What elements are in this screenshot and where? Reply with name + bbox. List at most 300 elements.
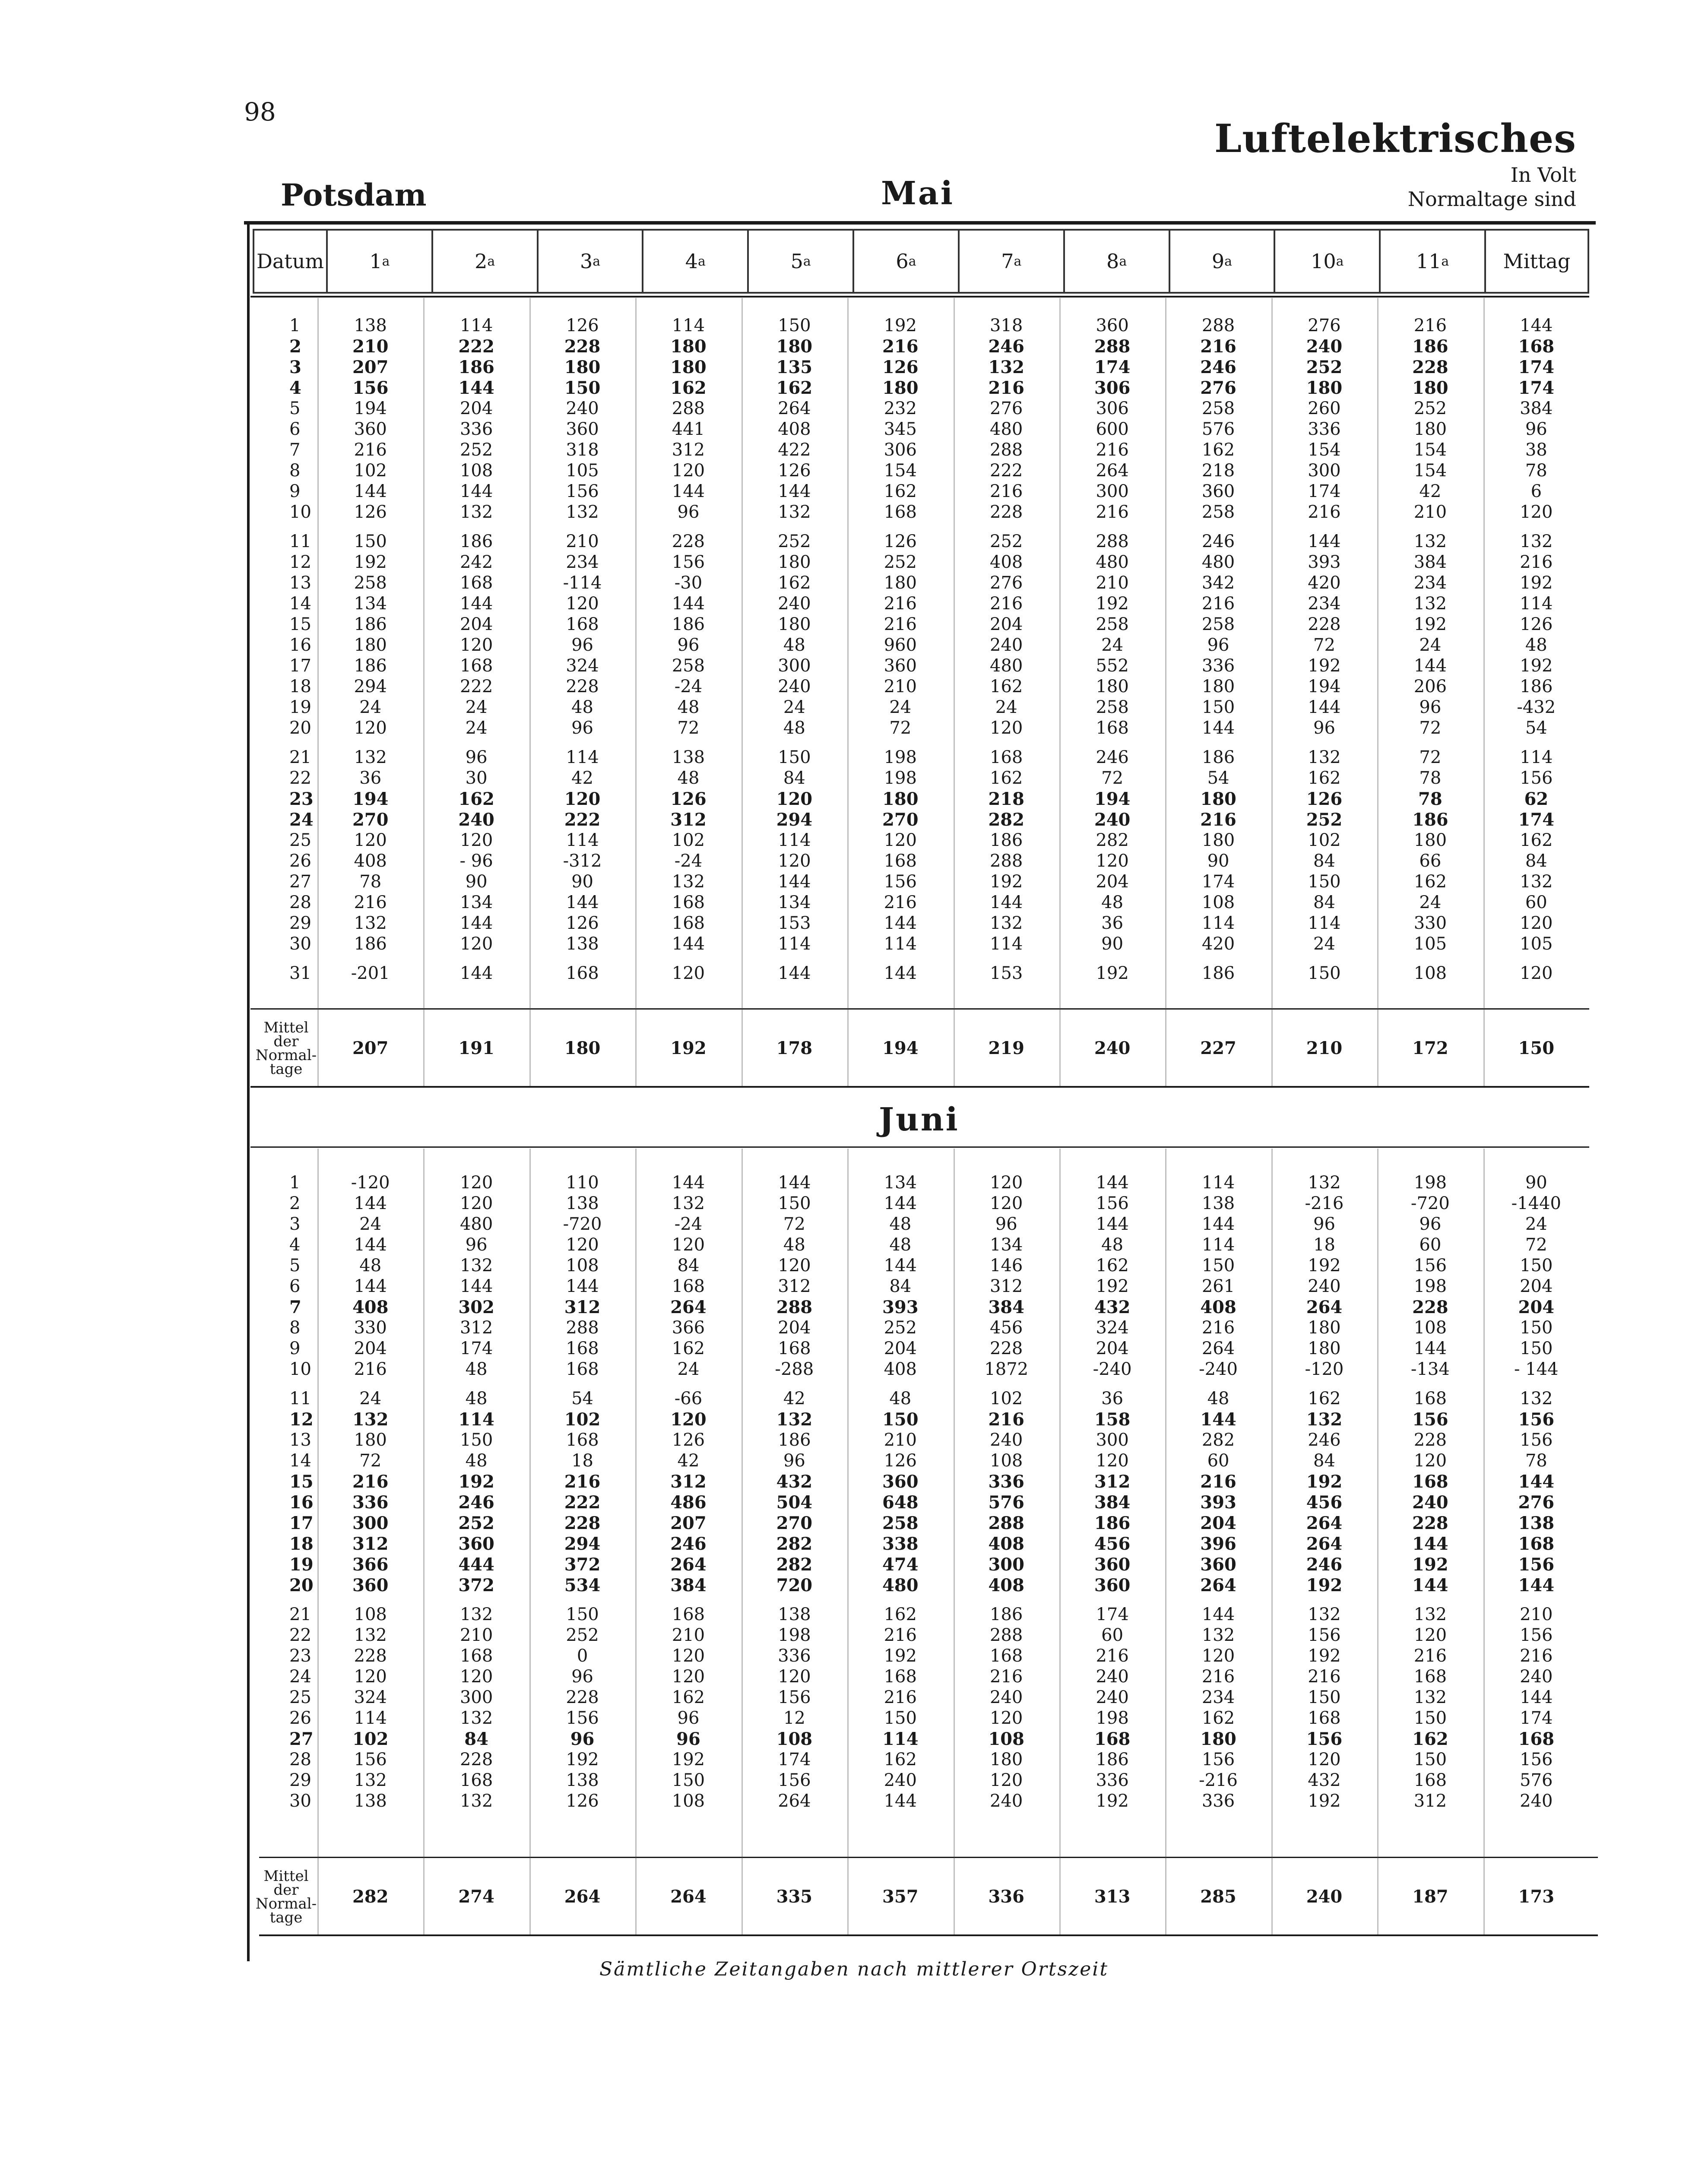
day-number: 7 (289, 440, 301, 460)
value-cell: 180 (884, 573, 917, 593)
value-cell: 282 (1096, 830, 1129, 850)
value-cell: 480 (1096, 552, 1129, 572)
value-cell: 192 (1096, 594, 1129, 614)
value-cell: 192 (1308, 1256, 1341, 1276)
value-cell: 300 (1308, 461, 1341, 481)
value-cell: 144 (354, 1193, 387, 1213)
day-number: 24 (289, 1667, 311, 1687)
value-cell: -120 (351, 1173, 390, 1193)
table-row (255, 419, 1589, 440)
value-cell: 24 (995, 697, 1017, 717)
value-cell: 288 (1201, 316, 1235, 336)
table-row (255, 614, 1589, 635)
value-cell: 216 (1520, 552, 1553, 572)
value-cell: 312 (564, 1297, 601, 1317)
value-cell: 162 (990, 677, 1023, 696)
value-cell: 252 (778, 532, 811, 551)
value-cell: 258 (672, 656, 705, 676)
mean-value: 210 (1306, 1038, 1343, 1058)
table-row (255, 377, 1589, 398)
value-cell: 150 (354, 532, 387, 551)
value-cell: 186 (1201, 747, 1235, 767)
value-cell: 312 (778, 1276, 811, 1296)
value-cell: 84 (1525, 851, 1547, 871)
value-cell: 120 (459, 1173, 493, 1193)
value-cell: 162 (990, 768, 1023, 788)
value-cell: 114 (778, 934, 811, 954)
value-cell: 126 (882, 357, 919, 377)
value-cell: 120 (459, 1667, 493, 1687)
header-hour-2 (433, 231, 539, 292)
table-row (255, 1770, 1589, 1791)
value-cell: -240 (1093, 1359, 1132, 1379)
value-cell: 114 (990, 934, 1023, 954)
value-cell: 114 (354, 1708, 387, 1728)
month-title-mai: Mai (881, 175, 954, 212)
value-cell: 162 (1201, 1708, 1235, 1728)
value-cell: -288 (775, 1359, 814, 1379)
value-cell: 114 (1520, 747, 1553, 767)
value-cell: 78 (1525, 1451, 1547, 1471)
value-cell: 90 (1207, 851, 1230, 871)
day-number: 10 (289, 502, 311, 522)
value-cell: 120 (1520, 913, 1553, 933)
value-cell: 168 (1518, 1728, 1555, 1749)
mean-value: 357 (882, 1887, 919, 1907)
value-cell: 288 (990, 851, 1023, 871)
day-number: 14 (289, 1451, 311, 1471)
value-cell: 264 (670, 1554, 707, 1575)
value-cell: 222 (564, 809, 601, 830)
day-number: 11 (289, 532, 311, 551)
table-row (255, 440, 1589, 460)
value-cell: 150 (564, 377, 601, 398)
value-cell: 180 (564, 357, 601, 377)
value-cell: 360 (1201, 481, 1235, 501)
value-cell: 72 (1419, 718, 1442, 738)
value-cell: 126 (778, 461, 811, 481)
value-cell: 120 (672, 1235, 705, 1255)
value-cell: 228 (564, 1513, 601, 1533)
value-cell: 180 (778, 552, 811, 572)
value-cell: 336 (988, 1471, 1024, 1492)
day-number: 14 (289, 594, 311, 614)
value-cell: 312 (670, 1471, 707, 1492)
decade-gap (255, 1380, 1589, 1388)
value-cell: 126 (884, 1451, 917, 1471)
value-cell: 216 (354, 1359, 387, 1379)
table-row (255, 1666, 1589, 1687)
value-cell: 408 (988, 1575, 1024, 1596)
value-cell: 180 (882, 788, 919, 809)
value-cell: 174 (1308, 481, 1341, 501)
value-cell: -720 (563, 1214, 602, 1234)
value-cell: 96 (1313, 718, 1335, 738)
mai-data-block (255, 315, 1589, 984)
column-rule (317, 298, 319, 1086)
value-cell: 216 (1201, 594, 1235, 614)
value-cell: 120 (990, 1708, 1023, 1728)
value-cell: 198 (884, 747, 917, 767)
hour-label: 8 (1106, 250, 1119, 273)
value-cell: 150 (1308, 1687, 1341, 1707)
value-cell: 264 (1306, 1297, 1343, 1317)
value-cell: 120 (672, 461, 705, 481)
value-cell: 336 (1096, 1770, 1129, 1790)
value-cell: 246 (670, 1533, 707, 1554)
value-cell: 108 (776, 1728, 813, 1749)
value-cell: 144 (1308, 532, 1341, 551)
value-cell: 204 (354, 1339, 387, 1358)
value-cell: 108 (1201, 893, 1235, 912)
station-name: Potsdam (281, 177, 427, 213)
value-cell: 150 (1201, 1256, 1235, 1276)
hour-suffix: a (1119, 253, 1127, 269)
value-cell: 114 (884, 934, 917, 954)
column-rule (1377, 298, 1378, 1086)
value-cell: 12 (783, 1708, 805, 1728)
value-cell: 126 (884, 532, 917, 551)
day-number: 7 (289, 1297, 301, 1317)
hour-label: 10 (1311, 250, 1336, 273)
value-cell: 180 (990, 1750, 1023, 1770)
value-cell: 168 (1413, 1770, 1447, 1790)
value-cell: 180 (1308, 1318, 1341, 1338)
value-cell: 120 (354, 718, 387, 738)
value-cell: 126 (1520, 614, 1553, 634)
value-cell: 324 (1096, 1318, 1129, 1338)
value-cell: 288 (566, 1318, 599, 1338)
value-cell: 336 (459, 419, 493, 439)
value-cell: 210 (672, 1625, 705, 1645)
value-cell: 120 (566, 1235, 599, 1255)
value-cell: -24 (674, 677, 703, 696)
value-cell: 264 (778, 1791, 811, 1811)
value-cell: 36 (1101, 913, 1124, 933)
value-cell: 384 (1094, 1492, 1131, 1513)
value-cell: 168 (990, 747, 1023, 767)
value-cell: 126 (566, 913, 599, 933)
value-cell: 154 (1413, 461, 1447, 481)
table-row (255, 1235, 1589, 1255)
value-cell: 168 (459, 1770, 493, 1790)
value-cell: 216 (1308, 1667, 1341, 1687)
mean-value: 264 (564, 1887, 601, 1907)
mean-label-line: Normal- (255, 1895, 317, 1912)
value-cell: 360 (352, 1575, 389, 1596)
value-cell: 156 (1308, 1625, 1341, 1645)
day-number: 28 (289, 1750, 311, 1770)
value-cell: 360 (882, 1471, 919, 1492)
value-cell: 48 (783, 718, 805, 738)
value-cell: 150 (1520, 1318, 1553, 1338)
value-cell: 156 (1096, 1193, 1129, 1213)
value-cell: 96 (1419, 697, 1442, 717)
value-cell: 174 (778, 1750, 811, 1770)
value-cell: 216 (1413, 1646, 1447, 1666)
value-cell: 96 (1207, 635, 1230, 655)
value-cell: 168 (1413, 1389, 1447, 1409)
value-cell: 144 (354, 1276, 387, 1296)
table-row (255, 697, 1589, 718)
table-row (255, 1791, 1589, 1811)
value-cell: 84 (1313, 851, 1335, 871)
column-rule (1271, 298, 1273, 1086)
value-cell: 114 (459, 316, 493, 336)
table-row (255, 1450, 1589, 1471)
value-cell: 120 (778, 851, 811, 871)
table-row (255, 1625, 1589, 1646)
table-row (255, 1214, 1589, 1235)
value-cell: 126 (566, 1791, 599, 1811)
table-row (255, 635, 1589, 655)
value-cell: 132 (672, 872, 705, 892)
value-cell: 240 (990, 1430, 1023, 1450)
value-cell: 216 (352, 1471, 389, 1492)
value-cell: 180 (1096, 677, 1129, 696)
value-cell: 90 (465, 872, 488, 892)
header-hour-7 (960, 231, 1065, 292)
value-cell: 336 (1201, 656, 1235, 676)
value-cell: 216 (1096, 440, 1129, 460)
value-cell: 72 (1419, 747, 1442, 767)
table-row (255, 809, 1589, 830)
value-cell: 432 (1308, 1770, 1341, 1790)
value-cell: 144 (1413, 656, 1447, 676)
value-cell: 180 (1201, 830, 1235, 850)
value-cell: 144 (672, 481, 705, 501)
value-cell: 330 (354, 1318, 387, 1338)
value-cell: 180 (1308, 1339, 1341, 1358)
column-rule (1059, 298, 1061, 1086)
juni-mean-row (255, 1861, 1589, 1932)
value-cell: 144 (1412, 1575, 1448, 1596)
value-cell: 144 (884, 1791, 917, 1811)
value-cell: 228 (990, 1339, 1023, 1358)
value-cell: 174 (1518, 809, 1555, 830)
value-cell: 218 (988, 788, 1024, 809)
value-cell: 648 (882, 1492, 919, 1513)
header-hour-8 (1065, 231, 1170, 292)
value-cell: 168 (1096, 718, 1129, 738)
value-cell: 384 (988, 1297, 1024, 1317)
value-cell: 138 (354, 316, 387, 336)
value-cell: 132 (354, 747, 387, 767)
table-row (255, 934, 1589, 954)
value-cell: 132 (1413, 594, 1447, 614)
value-cell: 270 (352, 809, 389, 830)
value-cell: 408 (352, 1297, 389, 1317)
value-cell: -432 (1517, 697, 1556, 717)
value-cell: 168 (1413, 1667, 1447, 1687)
value-cell: 234 (566, 552, 599, 572)
value-cell: 174 (1520, 1708, 1553, 1728)
value-cell: 422 (778, 440, 811, 460)
value-cell: 474 (882, 1554, 919, 1575)
value-cell: 168 (1518, 336, 1555, 357)
value-cell: -201 (351, 963, 390, 983)
day-number: 1 (289, 316, 301, 336)
value-cell: 144 (1520, 1687, 1553, 1707)
value-cell: 300 (1096, 481, 1129, 501)
value-cell: 102 (352, 1728, 389, 1749)
value-cell: 186 (354, 656, 387, 676)
mean-value: 285 (1200, 1887, 1236, 1907)
value-cell: 242 (459, 552, 493, 572)
value-cell: 330 (1413, 913, 1447, 933)
value-cell: 174 (1094, 357, 1131, 377)
value-cell: 192 (1520, 573, 1553, 593)
value-cell: 138 (1518, 1513, 1555, 1533)
table-row (255, 1728, 1589, 1749)
value-cell: 162 (672, 1339, 705, 1358)
value-cell: 186 (354, 614, 387, 634)
value-cell: 168 (1308, 1708, 1341, 1728)
unit-label: In Volt (1510, 163, 1576, 187)
value-cell: 24 (465, 718, 488, 738)
value-cell: 42 (1419, 481, 1442, 501)
value-cell: 252 (884, 552, 917, 572)
value-cell: 24 (1419, 635, 1442, 655)
table-row (255, 573, 1589, 593)
value-cell: 198 (1413, 1276, 1447, 1296)
value-cell: 228 (990, 502, 1023, 522)
value-cell: 246 (1096, 747, 1129, 767)
value-cell: 504 (776, 1492, 813, 1513)
value-cell: 150 (1413, 1750, 1447, 1770)
day-number: 13 (289, 573, 311, 593)
day-number: 19 (289, 697, 311, 717)
value-cell: 102 (354, 461, 387, 481)
table-row (255, 552, 1589, 573)
juni-mean-bottom-rule (259, 1934, 1598, 1936)
table-row (255, 655, 1589, 676)
value-cell: -114 (563, 573, 602, 593)
value-cell: 120 (1520, 502, 1553, 522)
column-rule (1059, 1149, 1061, 1934)
value-cell: 78 (359, 872, 382, 892)
value-cell: 441 (672, 419, 705, 439)
table-left-rule (247, 221, 250, 1961)
value-cell: -216 (1199, 1770, 1238, 1790)
day-number: 18 (289, 1533, 314, 1554)
hour-label: 7 (1001, 250, 1014, 273)
value-cell: 162 (672, 1687, 705, 1707)
value-cell: 120 (566, 594, 599, 614)
day-number: 21 (289, 1605, 311, 1624)
value-cell: 132 (352, 1409, 389, 1430)
value-cell: 48 (1101, 893, 1124, 912)
value-cell: 120 (778, 1256, 811, 1276)
value-cell: 120 (1413, 1451, 1447, 1471)
value-cell: 216 (1520, 1646, 1553, 1666)
value-cell: 456 (1094, 1533, 1131, 1554)
value-cell: 60 (1525, 893, 1547, 912)
value-cell: 42 (571, 768, 593, 788)
value-cell: 126 (672, 1430, 705, 1450)
value-cell: 144 (884, 963, 917, 983)
value-cell: 24 (783, 697, 805, 717)
decade-gap (255, 738, 1589, 747)
value-cell: 138 (672, 747, 705, 767)
hour-label: 5 (790, 250, 803, 273)
value-cell: 207 (352, 357, 389, 377)
value-cell: 36 (1101, 1389, 1124, 1409)
value-cell: 162 (1413, 872, 1447, 892)
column-rule (1377, 1149, 1378, 1934)
value-cell: 150 (1520, 1256, 1553, 1276)
value-cell: -24 (674, 851, 703, 871)
value-cell: 216 (988, 377, 1024, 398)
value-cell: 216 (354, 440, 387, 460)
value-cell: 156 (1306, 1728, 1343, 1749)
value-cell: 144 (354, 481, 387, 501)
value-cell: 156 (884, 872, 917, 892)
value-cell: 282 (988, 809, 1024, 830)
day-number: 20 (289, 718, 311, 738)
value-cell: 120 (1201, 1646, 1235, 1666)
value-cell: 264 (670, 1297, 707, 1317)
day-number: 6 (289, 419, 301, 439)
value-cell: 120 (672, 1646, 705, 1666)
day-number: 12 (289, 1409, 314, 1430)
value-cell: 158 (1094, 1409, 1131, 1430)
value-cell: 174 (1096, 1605, 1129, 1624)
mean-label-line: Mittel (263, 1019, 309, 1036)
value-cell: 108 (354, 1605, 387, 1624)
table-row (255, 1338, 1589, 1359)
value-cell: 135 (776, 357, 813, 377)
value-cell: 114 (458, 1409, 494, 1430)
value-cell: 534 (564, 1575, 601, 1596)
value-cell: 162 (1096, 1256, 1129, 1276)
value-cell: 96 (995, 1214, 1017, 1234)
value-cell: 180 (670, 336, 707, 357)
value-cell: 240 (990, 1687, 1023, 1707)
value-cell: -134 (1410, 1359, 1450, 1379)
value-cell: 306 (884, 440, 917, 460)
day-number: 26 (289, 1708, 311, 1728)
column-rule (1483, 298, 1485, 1086)
value-cell: 252 (884, 1318, 917, 1338)
mean-value: 180 (564, 1038, 601, 1058)
value-cell: 192 (458, 1471, 494, 1492)
value-cell: 114 (778, 830, 811, 850)
value-cell: 252 (1306, 809, 1343, 830)
mean-value: 313 (1094, 1887, 1131, 1907)
value-cell: 336 (352, 1492, 389, 1513)
value-cell: 168 (459, 573, 493, 593)
value-cell: 168 (566, 1359, 599, 1379)
hour-label: 4 (685, 250, 698, 273)
value-cell: 120 (672, 1667, 705, 1687)
value-cell: 192 (1412, 1554, 1448, 1575)
value-cell: 186 (1201, 963, 1235, 983)
value-cell: 72 (359, 1451, 382, 1471)
value-cell: 192 (1096, 1276, 1129, 1296)
value-cell: 246 (1201, 532, 1235, 551)
value-cell: 312 (990, 1276, 1023, 1296)
value-cell: 24 (1419, 893, 1442, 912)
day-number: 31 (289, 963, 311, 983)
value-cell: 144 (566, 1276, 599, 1296)
page-number: 98 (244, 97, 276, 127)
value-cell: 150 (1308, 963, 1341, 983)
value-cell: 216 (884, 1687, 917, 1707)
value-cell: 162 (1412, 1728, 1448, 1749)
mean-value: 282 (352, 1887, 389, 1907)
value-cell: 162 (778, 573, 811, 593)
